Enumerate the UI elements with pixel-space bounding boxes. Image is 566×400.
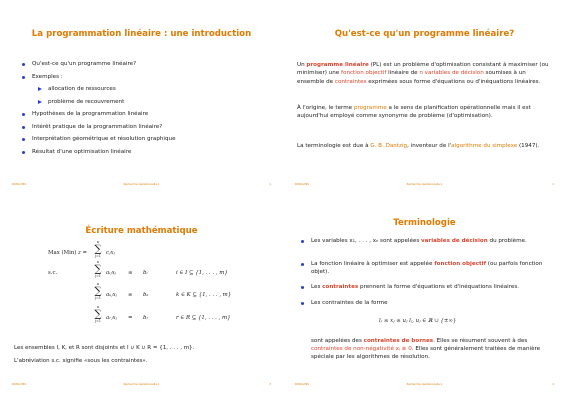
constraint-ge-op: ≥: [128, 292, 133, 298]
constraint-ge-rhs: bₖ: [143, 292, 149, 298]
slide-math-formulation: [0, 200, 283, 400]
constraint-eq-op: =: [128, 315, 133, 321]
footer-subject: Recherche opérationnelle 1: [406, 183, 443, 186]
constraint-ge-term: aₖⱼxⱼ: [106, 292, 118, 298]
slide-footer: [295, 383, 554, 389]
bounds-paragraph: sont appelées des contraintes de bornes. Elles se résument souvent à des contraintes de non-négativité xⱼ ≥ 0. Elles sont généralement traitées de manière spéciale par les algorithmes de résolution.: [311, 338, 541, 361]
outline-list: [32, 60, 272, 160]
bullet-icon: [301, 286, 304, 289]
triangle-bullet-icon: [38, 87, 42, 91]
constraint-le-term: aᵢⱼxⱼ: [106, 270, 117, 276]
footer-course: ROSO-MR1: [12, 383, 27, 386]
footer-page: 2: [552, 183, 554, 186]
bounds-formula: lⱼ ≤ xⱼ ≤ uⱼ lⱼ, uⱼ ∈ ℝ ∪ {±∞}: [379, 318, 457, 324]
constraint-le-index: i ∈ I ⊆ {1, . . . , m}: [176, 270, 228, 276]
list-item: Les contraintes prennent la forme d'équations et d'inéquations linéaires.: [311, 283, 555, 291]
constraint-eq-term: aᵣⱼxⱼ: [106, 315, 117, 321]
slide-title: Écriture mathématique: [85, 226, 198, 236]
objective-term: cⱼxⱼ: [106, 250, 115, 256]
bullet-icon: [301, 263, 304, 266]
sum-constraint-eq: n ∑ j=1: [94, 305, 102, 323]
constraint-ge-index: k ∈ K ⊆ {1, . . . , m}: [176, 292, 232, 298]
slide-footer: [12, 183, 271, 189]
slide-title: La programmation linéaire : une introduction: [31, 29, 252, 39]
list-item: Interprétation géométrique et résolution graphique: [32, 135, 272, 148]
constraint-eq-index: r ∈ R ⊆ {1, . . . , m}: [176, 315, 231, 321]
paragraph-origin: À l'origine, le terme programme a le sens de planification opérationnelle mais il est aujourd'hui employé comme synonyme de problème (d'optimisation).: [297, 105, 531, 120]
list-item: La fonction linéaire à optimiser est appelée fonction objectif (ou parfois fonction objet).: [311, 260, 555, 276]
paragraph-definition: Un programme linéaire (PL) est un problème d'optimisation consistant à maximiser (ou minimiser) une fonction objectif linéaire de n variables de décision soumises à un ensemble de contraintes exprimées sous forme d'équations ou d'inéquations linéaires.: [297, 62, 549, 85]
slide-footer: [12, 383, 271, 389]
bullet-icon: [301, 302, 304, 305]
bullet-icon: [22, 113, 25, 116]
slide-footer: [295, 183, 554, 189]
list-item: Exemples :: [32, 73, 272, 86]
slide-title: Qu'est-ce qu'un programme linéaire?: [334, 29, 515, 39]
footer-course: ROSO-MR1: [295, 183, 310, 186]
bullet-icon: [301, 240, 304, 243]
slide-title: Terminologie: [393, 218, 456, 228]
constraint-le-op: ≤: [128, 270, 133, 276]
paragraph-terminology: La terminologie est due à G. B. Dantzig, inventeur de l'algorithme du simplexe (1947).: [297, 143, 540, 149]
list-item: Intérêt pratique de la programmation linéaire?: [32, 123, 272, 136]
list-item: Qu'est-ce qu'un programme linéaire?: [32, 60, 272, 73]
constraint-le-rhs: bᵢ: [143, 270, 148, 276]
footer-page: 1: [269, 183, 271, 186]
slide-terminology: [283, 200, 566, 400]
list-item: Résultat d'une optimisation linéaire: [32, 148, 272, 161]
sum-objective: n ∑ j=1: [94, 240, 102, 258]
bullet-icon: [22, 76, 25, 79]
triangle-bullet-icon: [38, 100, 42, 104]
list-item: Hypothèses de la programmation linéaire: [32, 110, 272, 123]
slide-introduction: [0, 0, 283, 200]
footer-course: ROSO-MR1: [295, 383, 310, 386]
footer-subject: Recherche opérationnelle 1: [406, 383, 443, 386]
footer-page: 3: [269, 383, 271, 386]
st-label: s.c.: [48, 270, 58, 276]
footer-page: 4: [552, 383, 554, 386]
footer-subject: Recherche opérationnelle 1: [123, 183, 160, 186]
sum-constraint-le: n ∑ j=1: [94, 260, 102, 278]
bullet-icon: [22, 126, 25, 129]
bullet-icon: [22, 63, 25, 66]
abbrev-note: L'abréviation s.c. signifie «sous les contraintes».: [14, 358, 148, 364]
list-item: Les variables x₁, . . . , xₙ sont appelées variables de décision du problème.: [311, 237, 555, 245]
bullet-icon: [22, 151, 25, 154]
slide-definition: [283, 0, 566, 200]
maxmin-label: Max (Min): [48, 250, 77, 256]
footer-course: ROSO-MR1: [12, 183, 27, 186]
bullet-icon: [22, 138, 25, 141]
sub-list-item: allocation de ressources: [32, 85, 272, 98]
z-equals: z =: [78, 250, 88, 256]
constraint-eq-rhs: bᵣ: [143, 315, 149, 321]
sub-list-item: problème de recouvrement: [32, 98, 272, 111]
sets-note: Les ensembles I, K, et R sont disjoints et I ∪ K ∪ R = {1, . . . , m}.: [14, 345, 195, 351]
sum-constraint-ge: n ∑ j=1: [94, 282, 102, 300]
footer-subject: Recherche opérationnelle 1: [123, 383, 160, 386]
list-item: Les contraintes de la forme: [311, 299, 555, 307]
